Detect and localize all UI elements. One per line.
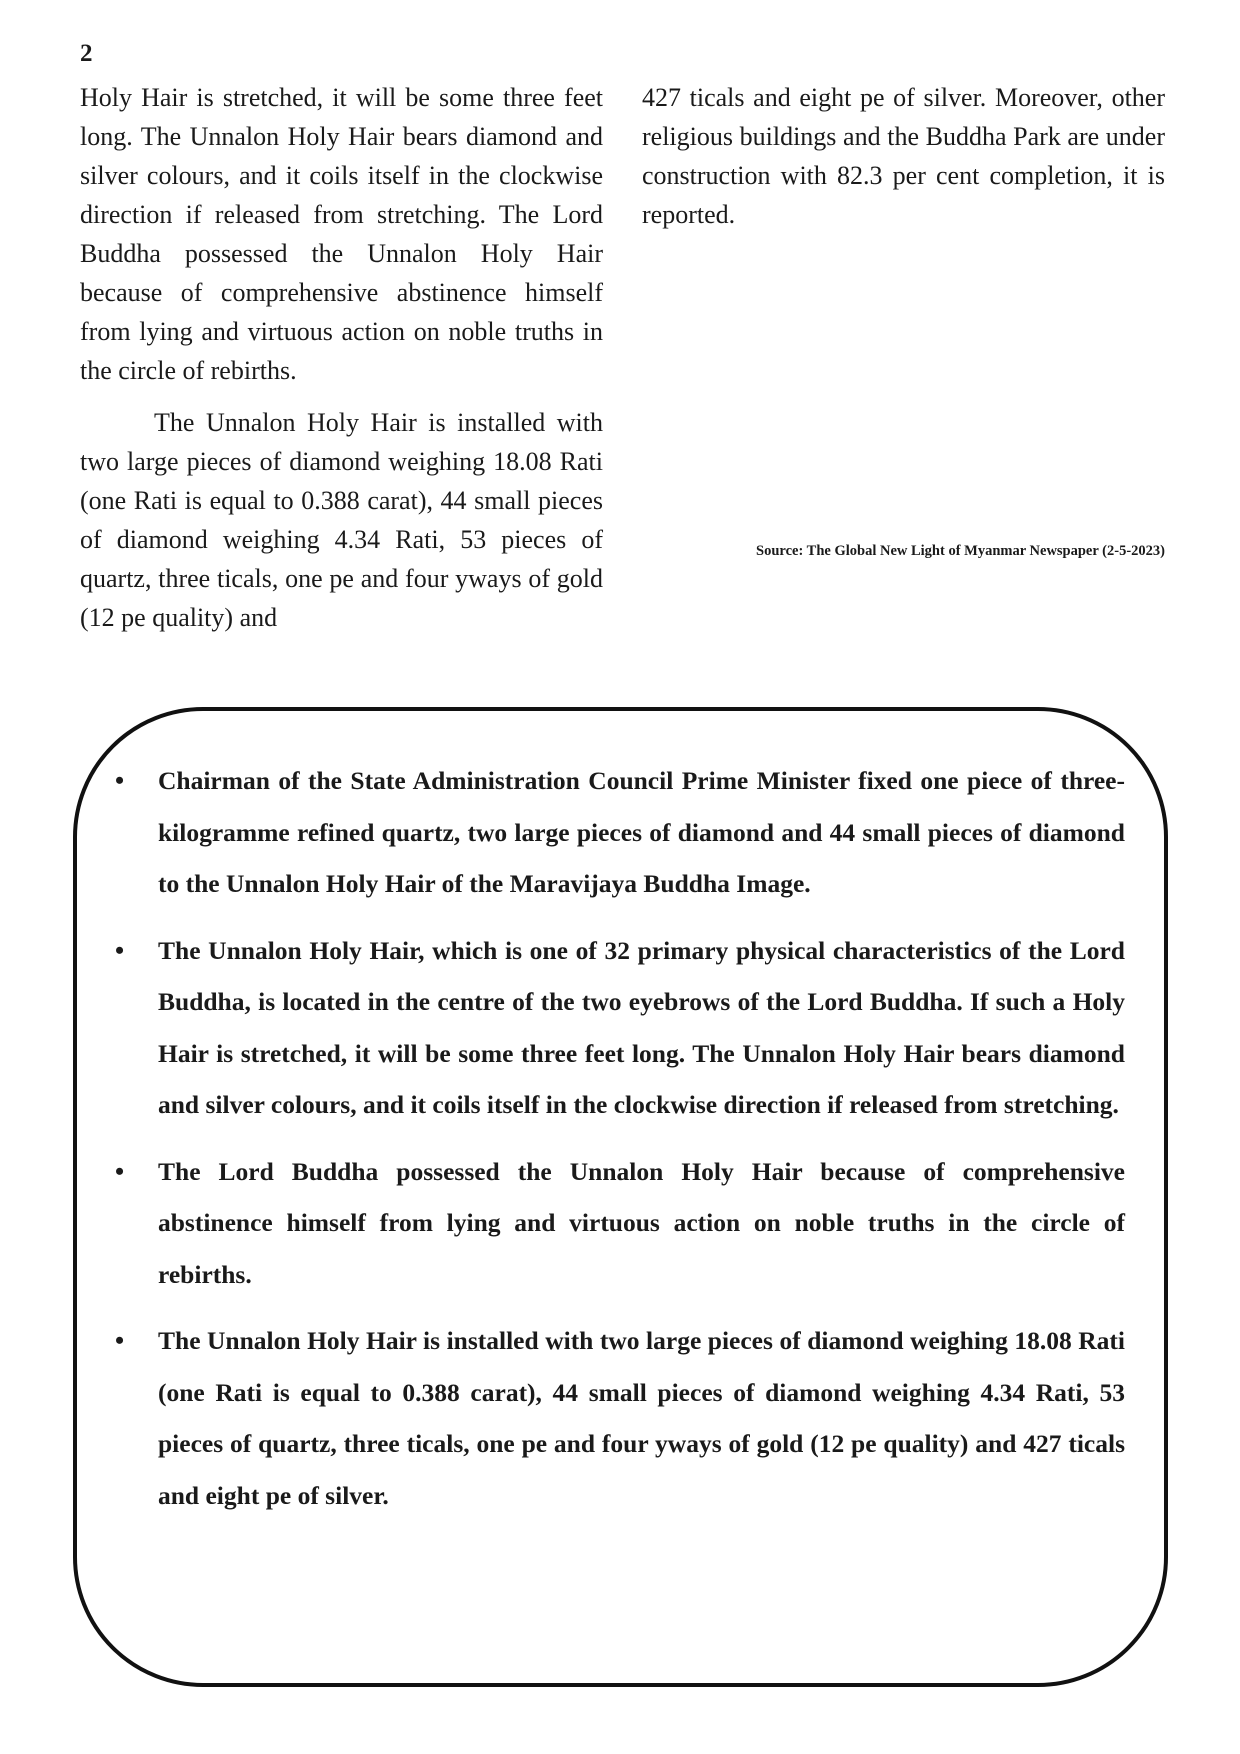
summary-list: [115, 755, 1125, 1536]
source-citation: Source: The Global New Light of Myanmar Newspaper (2-5-2023): [756, 543, 1165, 559]
list-item: [115, 925, 1125, 1131]
list-item-text: The Unnalon Holy Hair, which is one of 32 primary physical characteristics of the Lord Buddha, is located in the centre of the two eyebrows of the Lord Buddha. If such a Holy Hair is stretched, it will be some three feet long. The Unnalon Holy Hair bears diamond and silver colours, and it coils itself in the clockwise direction if released from stretching.: [158, 935, 1125, 1119]
list-item: [115, 1146, 1125, 1301]
bullet-icon: •: [115, 766, 125, 795]
paragraph: The Unnalon Holy Hair is installed with two large pieces of diamond weighing 18.08 Rati (one Rati is equal to 0.388 carat), 44 small pieces of diamond weighing 4.34 Rati, 53 pieces of quartz, three ticals, one pe and four yways of gold (12 pe quality) and: [80, 408, 603, 632]
bullet-icon: •: [115, 1326, 125, 1355]
right-column: [642, 78, 1165, 247]
list-item: [115, 755, 1125, 910]
page-number: 2: [80, 40, 93, 67]
list-item-text: The Lord Buddha possessed the Unnalon Holy Hair because of comprehensive abstinence himself from lying and virtuous action on noble truths in the circle of rebirths.: [158, 1156, 1125, 1289]
list-item-text: Chairman of the State Administration Council Prime Minister fixed one piece of three-kilogramme refined quartz, two large pieces of diamond and 44 small pieces of diamond to the Unnalon Holy Hair of the Maravijaya Buddha Image.: [158, 766, 1125, 898]
list-item-text: The Unnalon Holy Hair is installed with two large pieces of diamond weighing 18.08 Rati (one Rati is equal to 0.388 carat), 44 small pieces of diamond weighing 4.34 Rati, 53 pieces of quartz, three ticals, one pe and four yways of gold (12 pe quality) and 427 ticals and eight pe of silver.: [158, 1326, 1125, 1510]
bullet-icon: •: [115, 1156, 125, 1186]
bullet-icon: •: [115, 935, 125, 965]
paragraph: Holy Hair is stretched, it will be some three feet long. The Unnalon Holy Hair bears diamond and silver colours, and it coils itself in the clockwise direction if released from stretching. The Lord Buddha possessed the Unnalon Holy Hair because of comprehensive abstinence himself from lying and virtuous action on noble truths in the circle of rebirths.: [80, 83, 603, 385]
list-item: [115, 1315, 1125, 1521]
paragraph: 427 ticals and eight pe of silver. Moreover, other religious buildings and the Buddha Park are under construction with 82.3 per cent completion, it is reported.: [642, 83, 1165, 229]
left-column: [80, 78, 603, 650]
